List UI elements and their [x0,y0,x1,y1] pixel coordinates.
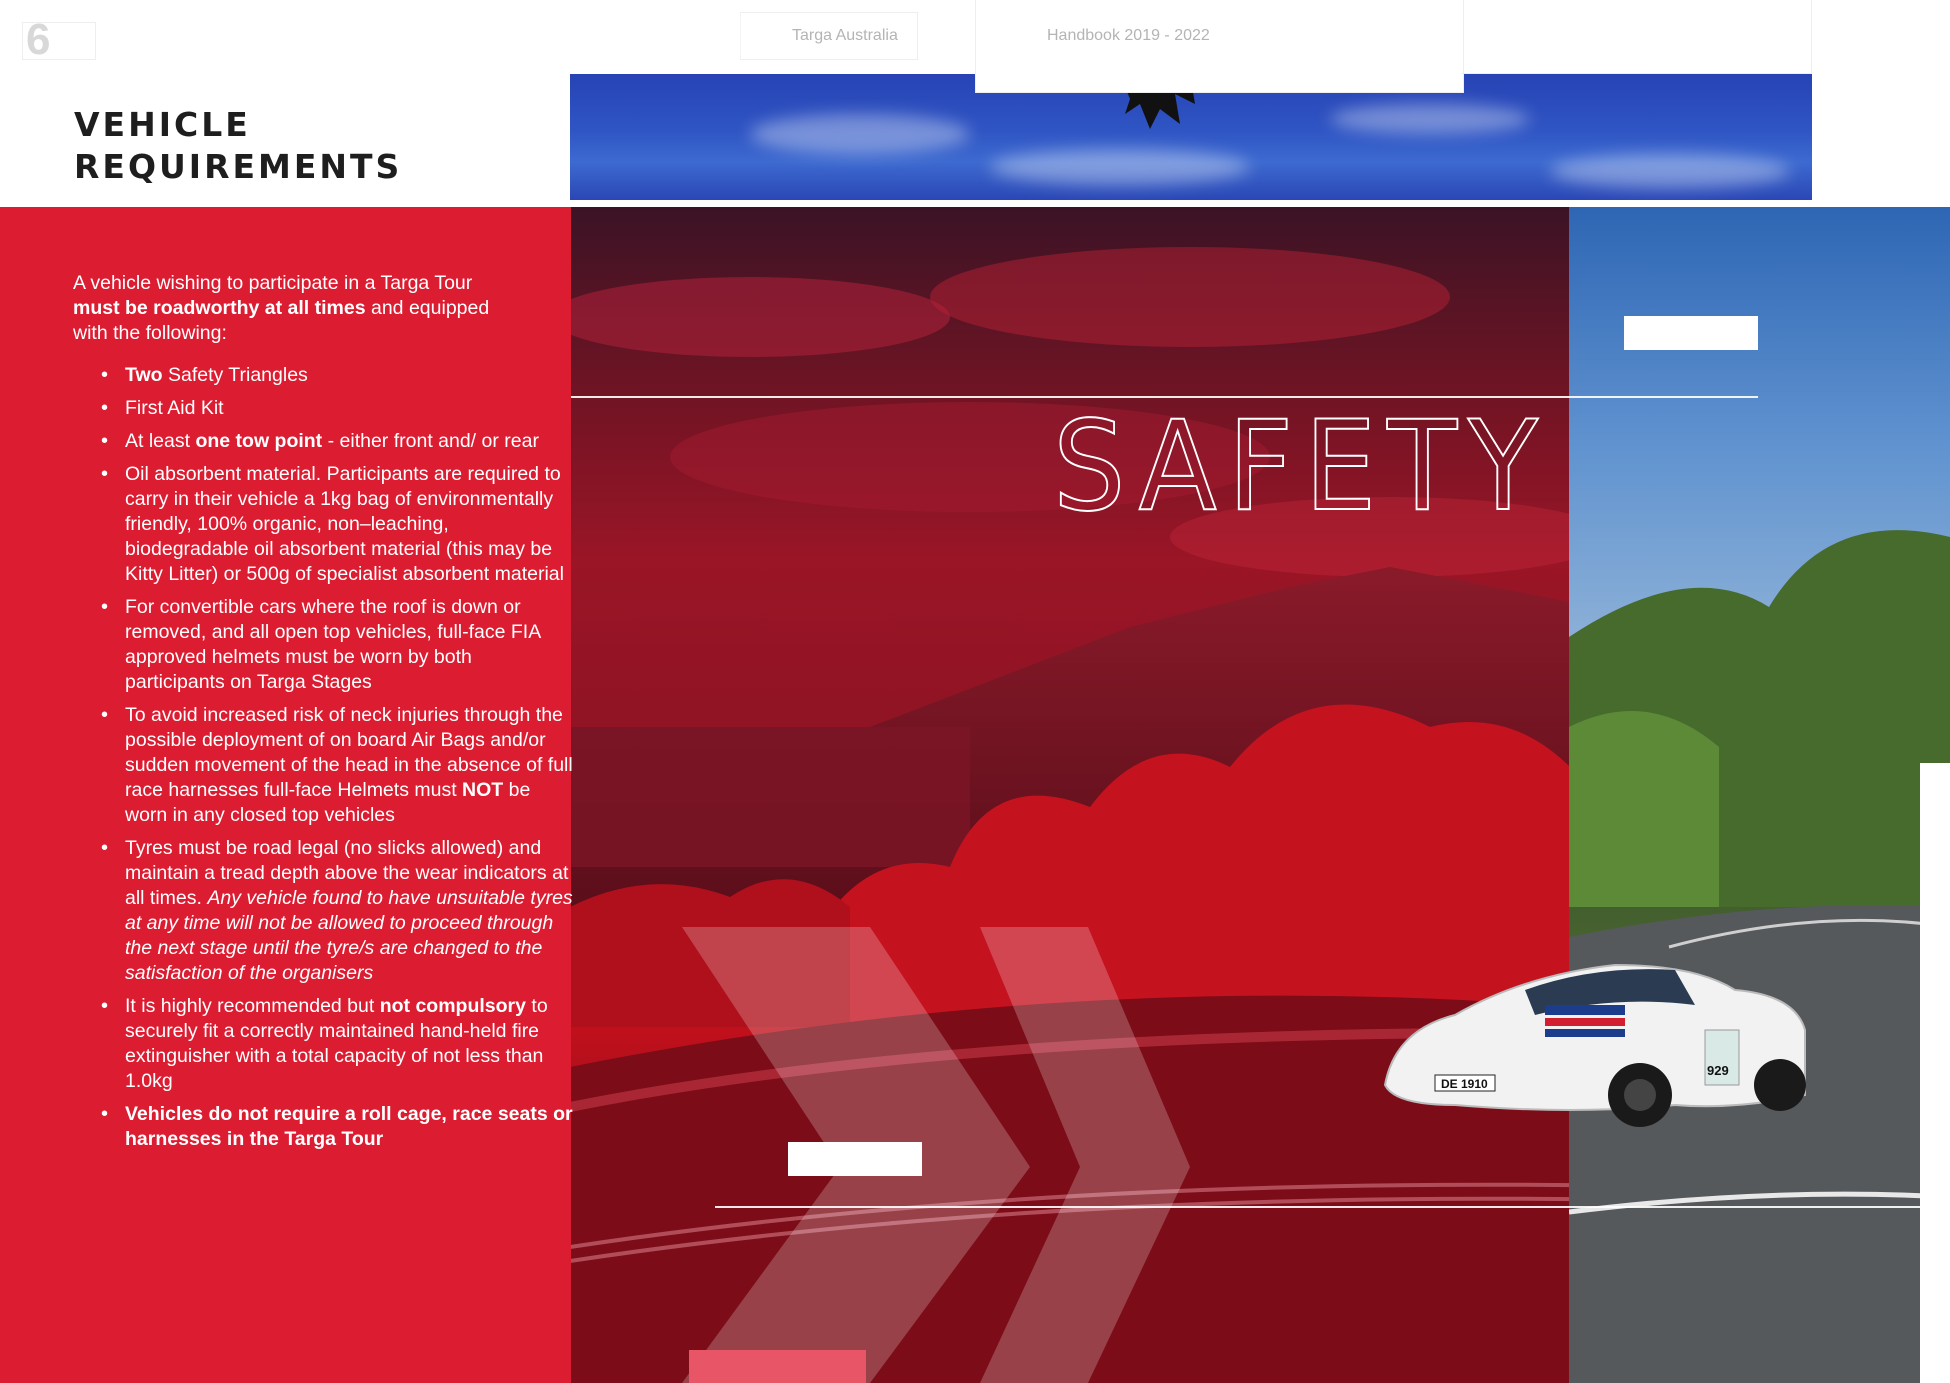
list-item: • To avoid increased risk of neck injuries through the possible deployment of on board Air Bags and/or sudden movement of the head in the absence of full race harnesses full-face Helmets must NOT be worn in any closed top vehicles [125,703,575,828]
feature-heading [1053,395,1549,539]
header-frame [1461,0,1812,74]
list-item: • It is highly recommended but not compulsory to securely fit a correctly maintained hand-held fire extinguisher with a total capacity of not less than 1.0kg [125,994,575,1094]
header-publisher: Targa Australia [792,27,898,44]
intro-text-end: and equipped with the following: [73,297,490,344]
requirements-list [73,363,575,1160]
intro-text: A vehicle wishing to participate in a Targa Tour [73,272,473,294]
page-number: 6 [26,15,51,64]
list-item: • Vehicles do not require a roll cage, race seats or harnesses in the Targa Tour [125,1102,575,1152]
accent-box-top [1624,316,1758,350]
list-item: • At least one tow point - either front and/ or rear [125,429,575,454]
car-number: 929 [1707,1063,1729,1078]
header-handbook: Handbook 2019 - 2022 [1047,27,1210,44]
header-right-box [975,0,1464,93]
list-item: • Two Safety Triangles [125,363,575,388]
car-plate: DE 1910 [1441,1077,1488,1091]
section-title-line2: REQUIREMENTS [74,147,403,186]
divider-line-bottom [715,1206,1921,1208]
section-title [74,104,402,188]
race-car [1375,935,1815,1150]
list-item: • Oil absorbent material. Participants are required to carry in their vehicle a 1kg bag of environmentally friendly, 100% organic, non–leaching, biodegradable oil absorbent material (this may be Kitty Litter) or 500g of specialist absorbent material [125,462,575,587]
section-title-line1: VEHICLE [74,105,251,144]
list-item: • First Aid Kit [125,396,575,421]
list-item: • Tyres must be road legal (no slicks allowed) and maintain a tread depth above the wear indicators at all times. Any vehicle found to have unsuitable tyres at any time will not be allowed to proceed through the next stage until the tyre/s are changed to the satisfaction of the organisers [125,836,575,986]
white-edge-strip [1920,763,1950,1383]
accent-box-bottom [788,1142,922,1176]
intro-emphasis: must be roadworthy at all times [73,297,366,319]
feature-heading-text: SAFETY [1053,395,1549,539]
intro-paragraph [73,271,503,346]
accent-pink-tab [689,1350,866,1383]
list-item: • For convertible cars where the roof is down or removed, and all open top vehicles, full-face FIA approved helmets must be worn by both participants on Targa Stages [125,595,575,695]
